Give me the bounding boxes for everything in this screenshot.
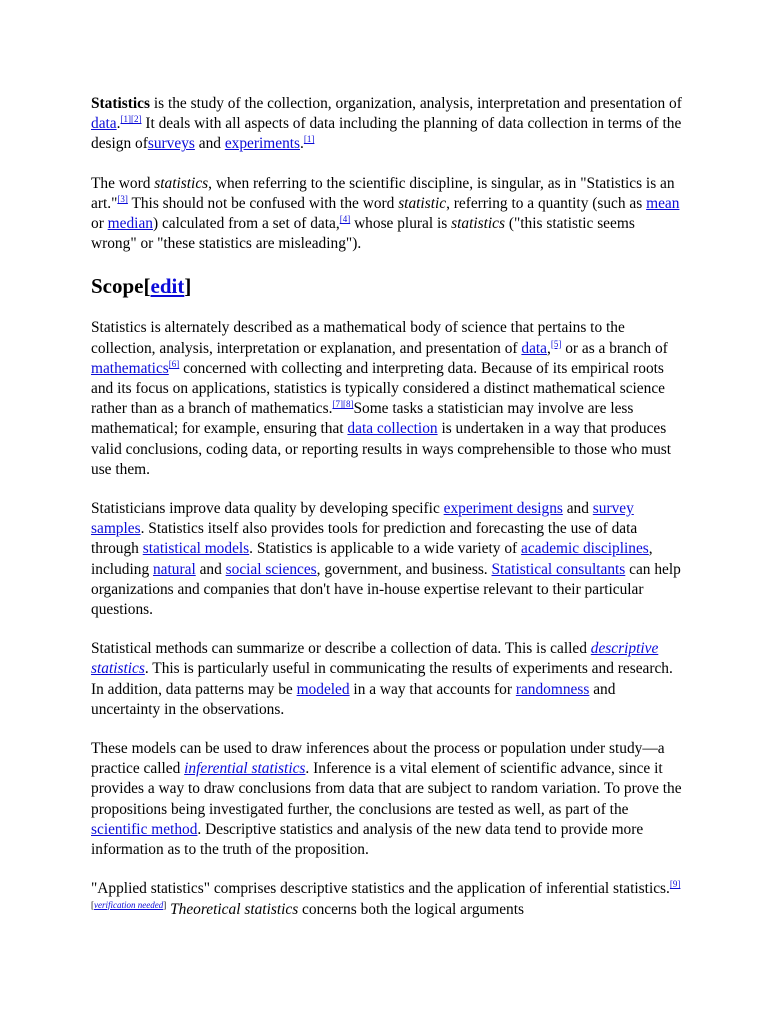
article-body	[91, 94, 683, 939]
citation-9[interactable]: [9]	[669, 879, 681, 890]
citation-8[interactable]: [8]	[342, 399, 354, 410]
link-statistical-consultants[interactable]: Statistical consultants	[491, 560, 626, 578]
citation-1b[interactable]: [1]	[303, 134, 315, 145]
link-median[interactable]: median	[107, 215, 153, 233]
link-social-sciences[interactable]: social sciences	[225, 560, 317, 578]
citation-7[interactable]: [7]	[332, 399, 343, 410]
paragraph-scope-4: These models can be used to draw inferences about the process or population under study—a practice called inferential statistics. Inference is a vital element of scientific advance, since it provides a way to draw conclusions from data that are subject to random variation. To prove the propositions being investigated further, the conclusions are tested as well, as part of the scientific method. Descriptive statistics and analysis of the new data tend to provide more information as to the truth of the proposition.	[91, 740, 682, 859]
link-inferential-statistics[interactable]: inferential statistics	[184, 760, 306, 778]
term-statistics: Statistics	[91, 95, 150, 112]
link-verification-needed[interactable]: verification needed	[94, 899, 164, 910]
paragraph-scope-2: Statisticians improve data quality by developing specific experiment designs and survey samples. Statistics itself also provides tools for prediction and forecasting the use of data through statistical models. Statistics is applicable to a wide variety of academic disciplines, including natural and social sciences, government, and business. Statistical consultants can help organizations and companies that don't have in-house expertise relevant to their particular questions.	[91, 500, 681, 619]
paragraph-scope-1: Statistics is alternately described as a mathematical body of science that pertains to the collection, analysis, interpretation or explanation, and presentation of data,[5] or as a branch of mathematics[6] concerned with collecting and interpreting data. Because of its empirical roots and its focus on applications, statistics is typically considered a distinct mathematical science rather than as a branch of mathematics.[7][8]Some tasks a statistician may involve are less mathematical; for example, ensuring that data collection is undertaken in a way that produces valid conclusions, coding data, or reporting results in ways comprehensible to those who must use them.	[91, 319, 672, 478]
link-natural[interactable]: natural	[152, 560, 196, 578]
citation-2[interactable]: [2]	[131, 114, 142, 125]
citation-6[interactable]: [6]	[168, 358, 180, 369]
link-scientific-method[interactable]: scientific method	[91, 820, 198, 838]
citation-4[interactable]: [4]	[339, 214, 351, 225]
paragraph-definition: Statistics is the study of the collection, organization, analysis, interpretation and presentation of data.[1][2] It deals with all aspects of data including the planning of data collection in terms of the design ofsurveys and experiments.[1]	[91, 95, 682, 153]
link-experiment-designs[interactable]: experiment designs	[443, 500, 563, 518]
citation-5[interactable]: [5]	[550, 338, 562, 349]
edit-section-link[interactable]: edit	[150, 274, 185, 299]
link-descriptive-statistics[interactable]: descriptive statistics	[91, 640, 659, 678]
link-data-2[interactable]: data	[521, 339, 548, 357]
link-mathematics[interactable]: mathematics	[91, 359, 169, 377]
verification-needed-tag[interactable]: [verification needed]	[91, 899, 167, 910]
paragraph-scope-5: "Applied statistics" comprises descriptive statistics and the application of inferential statistics.[9][verification needed] Theoretical statistics concerns both the logical arguments	[91, 879, 681, 918]
paragraph-word-statistics: The word statistics, when referring to the scientific discipline, is singular, as in "Statistics is an art."[3] This should not be confused with the word statistic, referring to a quantity (such as mean or median) calculated from a set of data,[4] whose plural is statistics ("this statistic seems wrong" or "these statistics are misleading").	[91, 174, 680, 253]
link-academic-disciplines[interactable]: academic disciplines	[521, 540, 649, 558]
citation-3[interactable]: [3]	[117, 193, 128, 204]
citation-1[interactable]: [1]	[120, 114, 131, 125]
link-data-collection[interactable]: data collection	[347, 420, 438, 438]
link-surveys[interactable]: surveys	[147, 135, 195, 153]
paragraph-scope-3: Statistical methods can summarize or describe a collection of data. This is called descriptive statistics. This is particularly useful in communicating the results of experiments and research. In addition, data patterns may be modeled in a way that accounts for randomness and uncertainty in the observations.	[91, 640, 673, 718]
section-heading-scope: Scope[edit]	[91, 274, 192, 299]
link-modeled[interactable]: modeled	[296, 680, 350, 698]
link-survey-samples[interactable]: survey samples	[91, 500, 634, 538]
link-mean[interactable]: mean	[646, 194, 680, 212]
link-statistical-models[interactable]: statistical models	[142, 540, 250, 558]
link-experiments[interactable]: experiments	[224, 135, 301, 153]
link-data[interactable]: data	[91, 115, 117, 133]
link-randomness[interactable]: randomness	[515, 680, 590, 698]
